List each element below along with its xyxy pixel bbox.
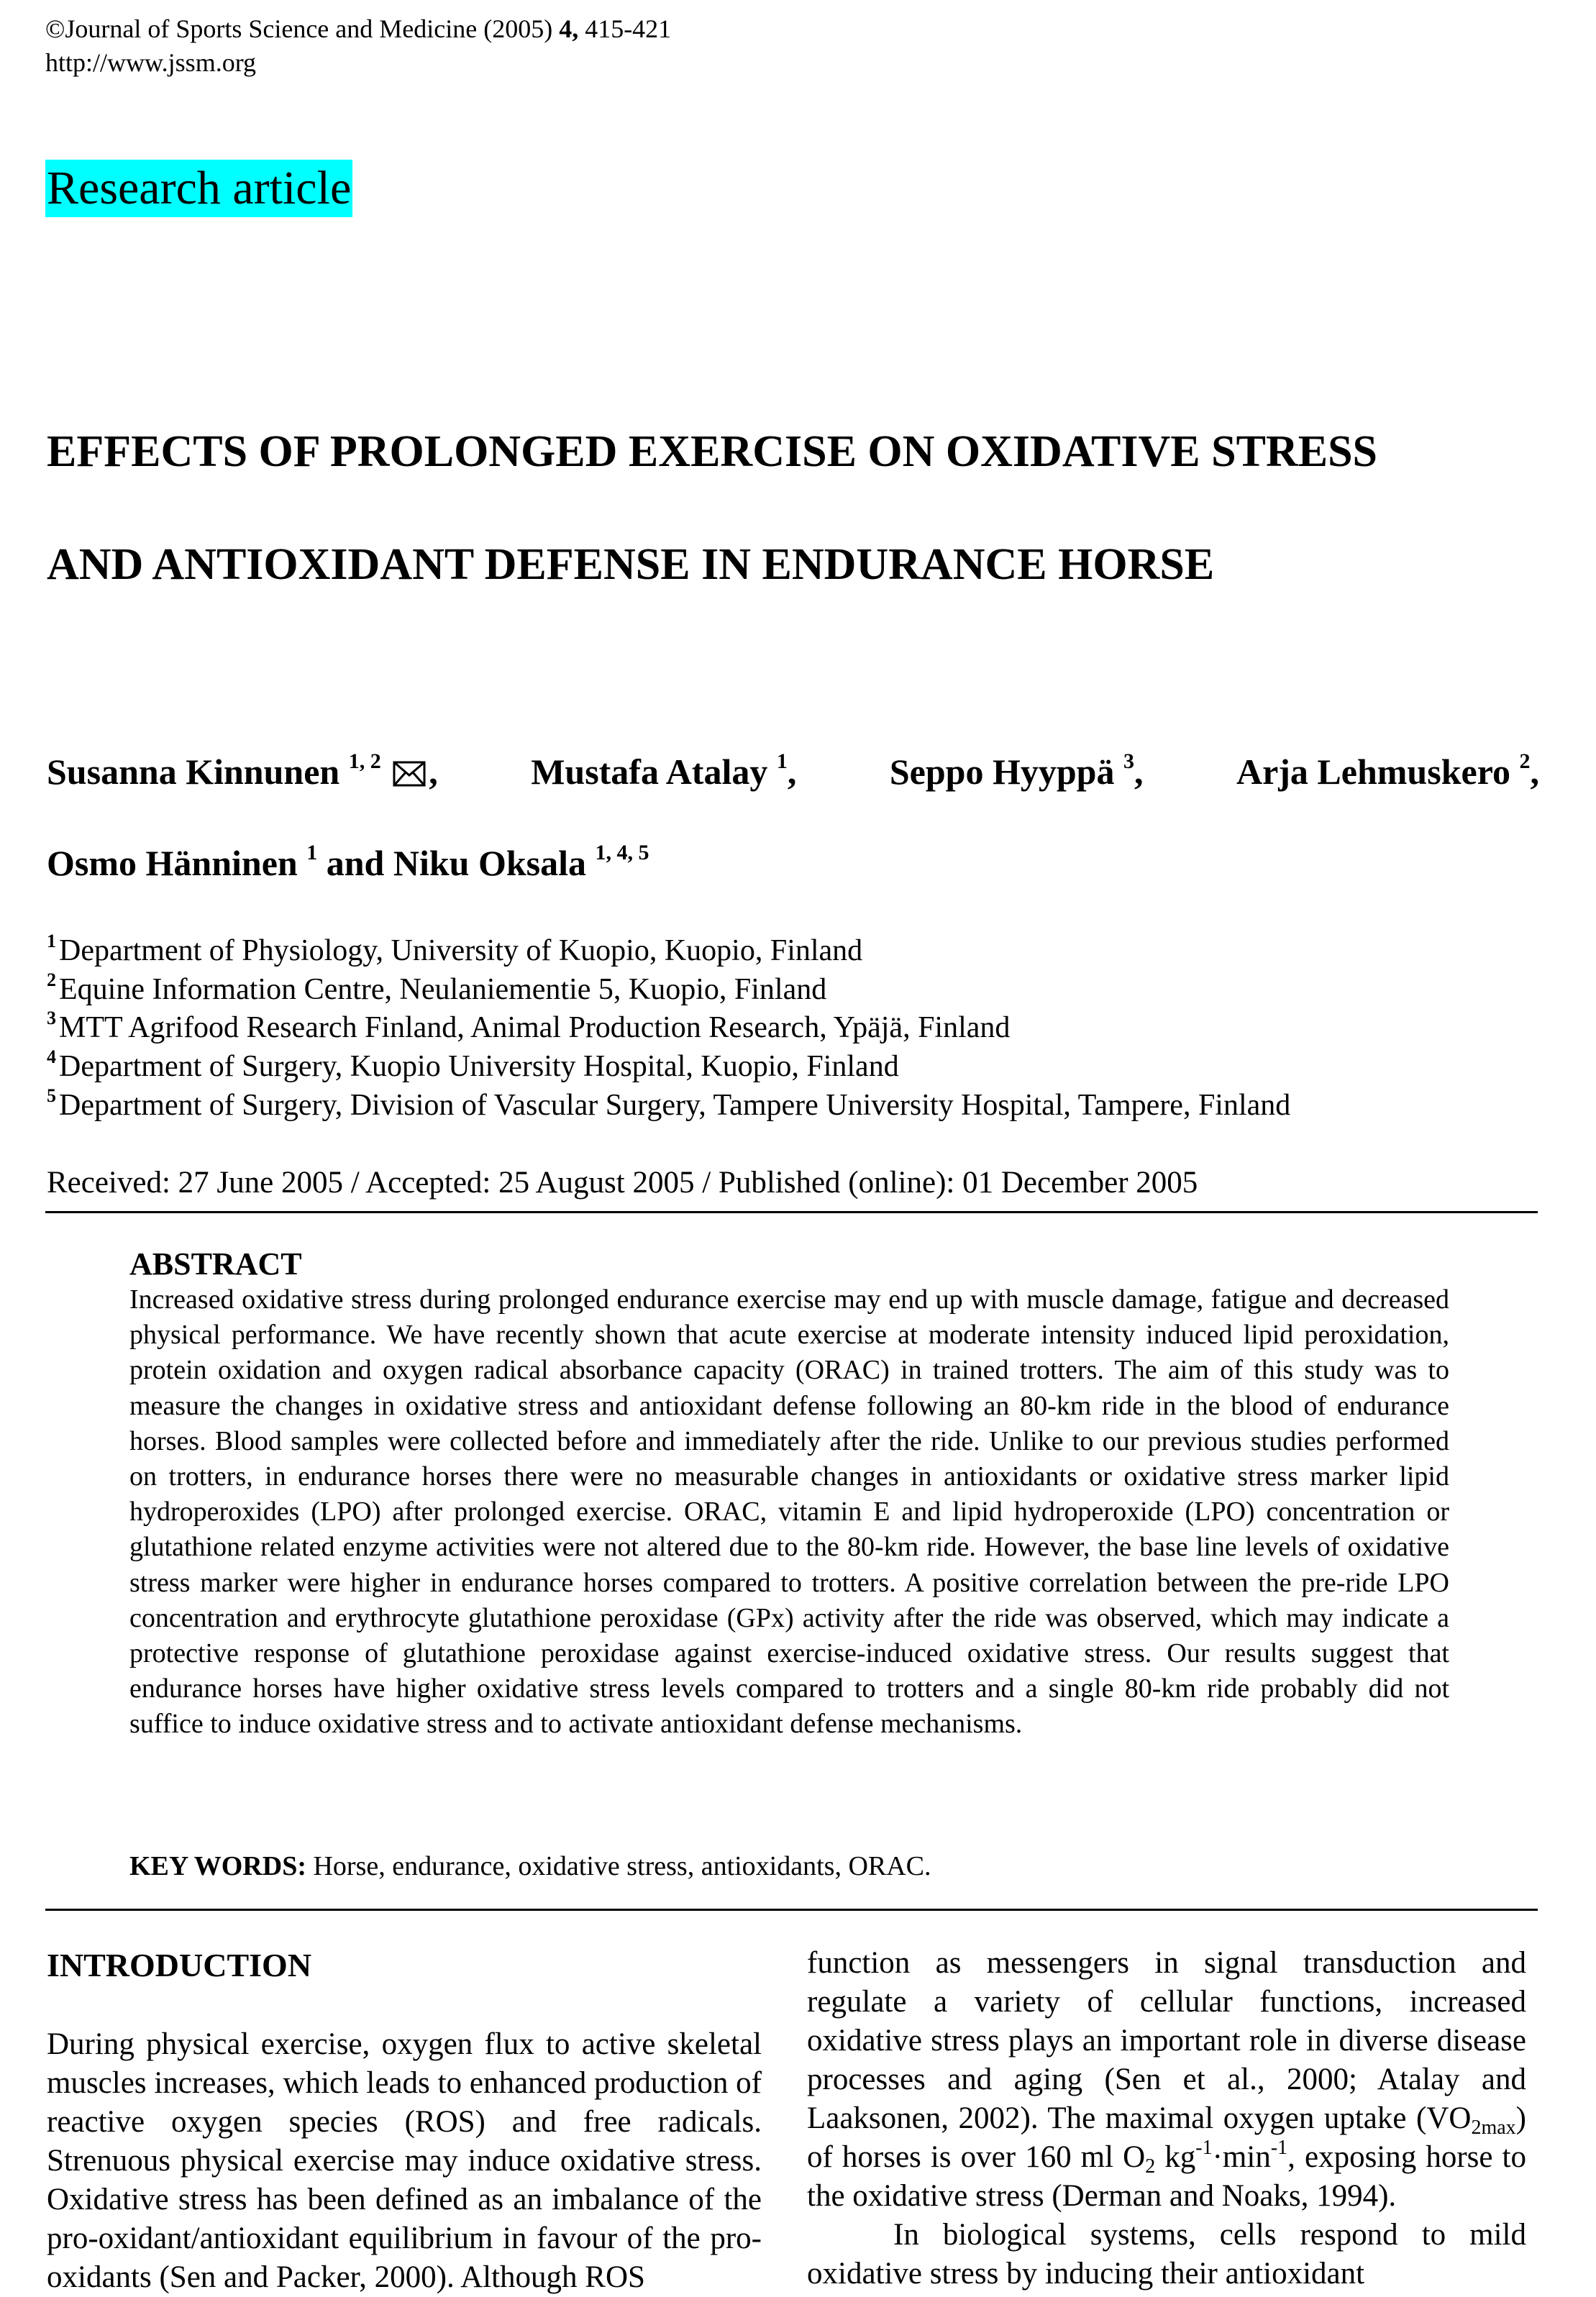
author-list-line-1 (47, 750, 1539, 793)
divider (45, 1909, 1538, 1911)
publication-dates: Received: 27 June 2005 / Accepted: 25 August 2005 / Published (online): 01 December 2005 (47, 1166, 1198, 1200)
keywords-label: KEY WORDS: (129, 1851, 306, 1881)
affiliation: $^1$Department of Physiology, University of Kuopio, Kuopio, Finland (47, 931, 863, 967)
introduction-paragraph: In biological systems, cells respond to mild oxidative stress by inducing their antioxidant (807, 2218, 1526, 2291)
author-entry: Seppo Hyyppä $^3$, (889, 749, 1144, 792)
author-affiliation: 2 (1519, 749, 1531, 773)
author-name: Niku Oksala (393, 843, 587, 883)
introduction-paragraph: function as messengers in signal transduction and regulate a variety of cellular functions, increased oxidative stress plays an important role in diverse disease processes and aging (Sen et al., 2000; Atalay and Laaksonen, 2002). The maximal oxygen uptake $(VO_{2max})$ of horses is over 160 ml $O_2$ $kg^{-1}\cdot\min^{-1}$, exposing horse to the oxidative stress (Derman and Noaks, 1994). (807, 1946, 1526, 2213)
divider (45, 1211, 1538, 1213)
keywords (129, 1848, 931, 1884)
mail-icon[interactable] (393, 761, 426, 787)
author-name: Seppo Hyyppä (889, 752, 1115, 792)
introduction-heading: INTRODUCTION (47, 1947, 312, 1983)
author-entry: Mustafa Atalay $^1$, (531, 749, 797, 792)
author-entry: Susanna Kinnunen $^{1, 2}$ , (47, 749, 438, 792)
author-name: Mustafa Atalay (531, 752, 768, 792)
author-name: Arja Lehmuskero (1236, 752, 1510, 792)
article-type-label: Research article (45, 160, 352, 217)
journal-prefix: ©Journal of Sports Science and Medicine (2005) (45, 14, 560, 43)
author-entry: Arja Lehmuskero $^2$, (1236, 749, 1539, 792)
affiliation: $^3$MTT Agrifood Research Finland, Animal Production Research, Ypäjä, Finland (47, 1008, 1011, 1044)
paper-title-line-2: AND ANTIOXIDANT DEFENSE IN ENDURANCE HORSE (47, 540, 1215, 589)
introduction-paragraph: During physical exercise, oxygen flux to active skeletal muscles increases, which leads to enhanced production of reactive oxygen species (ROS) and free radicals. Strenuous physical exercise may induce oxidative stress. Oxidative stress has been defined as an imbalance of the pro-oxidant/antioxidant equilibrium in favour of the pro-oxidants (Sen and Packer, 2000). Although ROS (47, 2027, 762, 2294)
journal-citation (45, 13, 671, 45)
paper-title-line-1: EFFECTS OF PROLONGED EXERCISE ON OXIDATIVE STRESS (47, 427, 1378, 476)
author-affiliation: 3 (1123, 749, 1134, 773)
author-affiliation: 1 (306, 841, 318, 864)
author-affiliation: 1, 4, 5 (595, 841, 649, 864)
author-list-line-2: Osmo Hänninen $^1$ and Niku Oksala $^{1, 4, 5}$ (47, 841, 649, 883)
journal-pages: 415-421 (578, 14, 672, 43)
keywords-list: Horse, endurance, oxidative stress, antioxidants, ORAC. (306, 1851, 931, 1881)
author-name: Osmo Hänninen (47, 843, 298, 883)
abstract-heading: ABSTRACT (129, 1246, 302, 1282)
journal-url[interactable]: http://www.jssm.org (45, 48, 257, 77)
affiliation: $^2$Equine Information Centre, Neulaniementie 5, Kuopio, Finland (47, 969, 827, 1006)
journal-volume: 4, (559, 14, 579, 43)
affiliation: $^4$Department of Surgery, Kuopio University Hospital, Kuopio, Finland (47, 1046, 899, 1083)
affiliation: $^5$Department of Surgery, Division of Vascular Surgery, Tampere University Hospital, Tampere, Finland (47, 1085, 1291, 1122)
right-column (807, 1944, 1526, 2293)
author-affiliation: 1 (776, 749, 788, 773)
author-name: Susanna Kinnunen (47, 752, 340, 792)
abstract-text: Increased oxidative stress during prolonged endurance exercise may end up with muscle damage, fatigue and decreased physical performance. We have recently shown that acute exercise at moderate intensity induced lipid peroxidation, protein oxidation and oxygen radical absorbance capacity (ORAC) in trained trotters. The aim of this study was to measure the changes in oxidative stress and antioxidant defense following an 80-km ride in the blood of endurance horses. Blood samples were collected before and immediately after the ride. Unlike to our previous studies performed on trotters, in endurance horses there were no measurable changes in antioxidants or oxidative stress marker lipid hydroperoxides (LPO) after prolonged exercise. ORAC, vitamin E and lipid hydroperoxide (LPO) concentration or glutathione related enzyme activities were not altered due to the 80-km ride. However, the base line levels of oxidative stress marker were higher in endurance horses compared to trotters. A positive correlation between the pre-ride LPO concentration and erythrocyte glutathione peroxidase (GPx) activity after the ride was observed, which may indicate a protective response of glutathione peroxidase against exercise-induced oxidative stress. Our results suggest that endurance horses have higher oxidative stress levels compared to trotters and a single 80-km ride probably did not suffice to induce oxidative stress and to activate antioxidant defense mechanisms. (129, 1284, 1449, 1740)
author-affiliation: 1, 2 (348, 749, 381, 773)
